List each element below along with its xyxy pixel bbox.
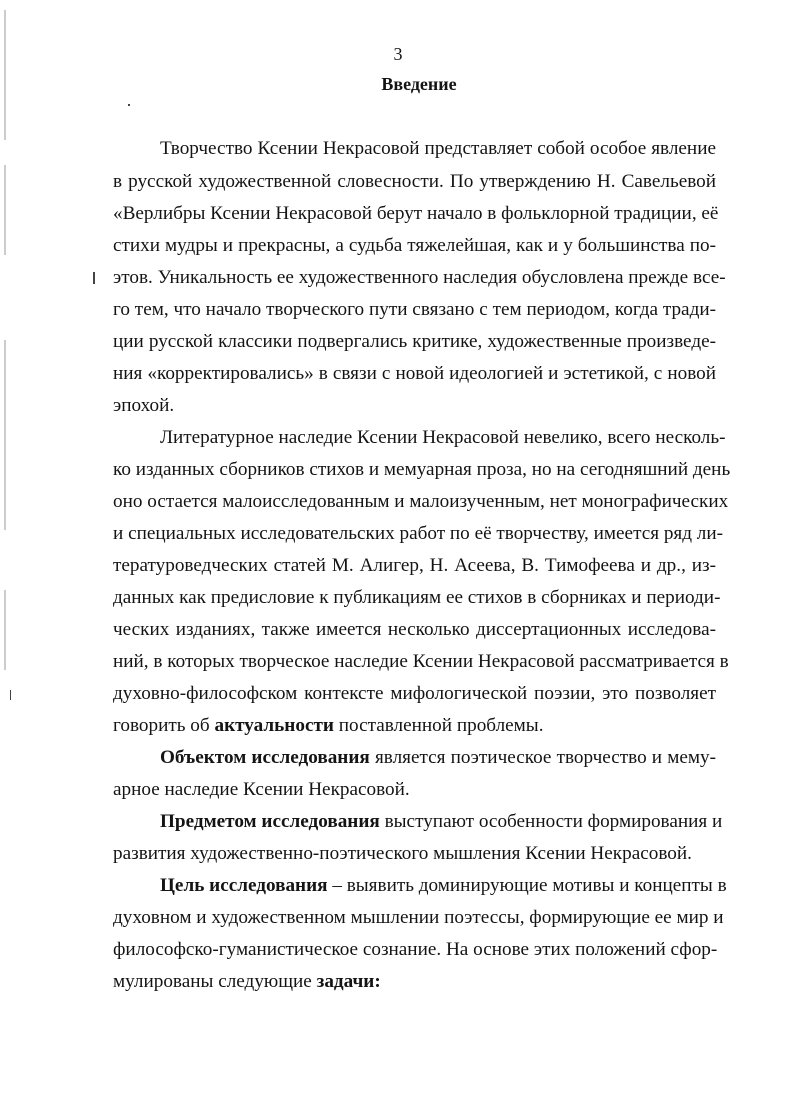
scan-speck — [93, 272, 95, 284]
paragraph-line: ний, в которых творческое наследие Ксении Некрасовой рассматривается в — [113, 651, 729, 672]
scan-artifact — [4, 590, 6, 670]
paragraph-line: го тем, что начало творческого пути связано с тем периодом, когда тради- — [113, 299, 716, 320]
paragraph-line: ко изданных сборников стихов и мемуарная проза, но на сегодняшний день — [113, 459, 731, 480]
paragraph-line: Литературное наследие Ксении Некрасовой невелико, всего несколь- — [160, 427, 726, 448]
paragraph-line: и специальных исследовательских работ по её творчеству, имеется ряд ли- — [113, 523, 724, 544]
paragraph-line: духовно-философском контексте мифологической поэзии, это позволяет — [113, 683, 716, 704]
scan-speck — [10, 690, 11, 700]
page-title: Введение — [381, 74, 457, 94]
page-number: 3 — [393, 44, 403, 64]
paragraph-line: оно остается малоисследованным и малоизученным, нет монографических — [113, 491, 729, 512]
paragraph-line — [160, 875, 727, 896]
bold-term: Цель исследования — [160, 875, 328, 896]
paragraph-line — [160, 748, 716, 767]
paragraph-line: ции русской классики подвергались критике, художественные произведе- — [113, 331, 716, 352]
scan-artifact — [4, 165, 6, 255]
text-run: – выявить доминирующие мотивы и концепты в — [327, 875, 727, 896]
paragraph-line: развития художественно-поэтического мышления Ксении Некрасовой. — [113, 843, 692, 864]
paragraph-line — [113, 972, 381, 991]
paragraph-line: стихи мудры и прекрасны, а судьба тяжелейшая, как и у большинства по- — [113, 235, 716, 256]
paragraph-line: духовном и художественном мышлении поэтессы, формирующие ее мир и — [113, 907, 724, 928]
text-run: является поэтическое творчество и мему- — [369, 747, 716, 768]
text-run: говорить об — [113, 715, 215, 736]
text-run: поставленной проблемы. — [333, 715, 544, 736]
paragraph-line: тературоведческих статей М. Алигер, Н. Асеева, В. Тимофеева и др., из- — [113, 555, 716, 576]
paragraph-line: арное наследие Ксении Некрасовой. — [113, 779, 410, 800]
paragraph-line: эпохой. — [113, 395, 175, 416]
bold-term: Предметом исследования — [160, 811, 380, 832]
bold-term: задачи: — [316, 971, 381, 992]
text-run: мулированы следующие — [113, 971, 317, 992]
bold-term: актуальности — [214, 715, 334, 736]
paragraph-line — [160, 811, 723, 832]
paragraph-line — [113, 716, 544, 735]
scan-artifact — [4, 340, 6, 530]
paragraph-line: в русской художественной словесности. По утверждению Н. Савельевой — [113, 171, 716, 192]
paragraph-line: Творчество Ксении Некрасовой представляет собой особое явление — [160, 138, 716, 159]
paragraph-line: ческих изданиях, также имеется несколько диссертационных исследова- — [113, 619, 716, 640]
paragraph-line: этов. Уникальность ее художественного наследия обусловлена прежде все- — [113, 267, 726, 288]
paragraph-line: философско-гуманистическое сознание. На основе этих положений сфор- — [113, 939, 718, 960]
paragraph-line: «Верлибры Ксении Некрасовой берут начало в фольклорной традиции, её — [113, 203, 719, 224]
scan-speck — [128, 104, 130, 106]
bold-term: Объектом исследования — [160, 747, 370, 768]
text-run: выступают особенности формирования и — [379, 811, 723, 832]
paragraph-line: ния «корректировались» в связи с новой идеологией и эстетикой, с новой — [113, 363, 716, 384]
paragraph-line: данных как предисловие к публикациям ее стихов в сборниках и периоди- — [113, 587, 721, 608]
